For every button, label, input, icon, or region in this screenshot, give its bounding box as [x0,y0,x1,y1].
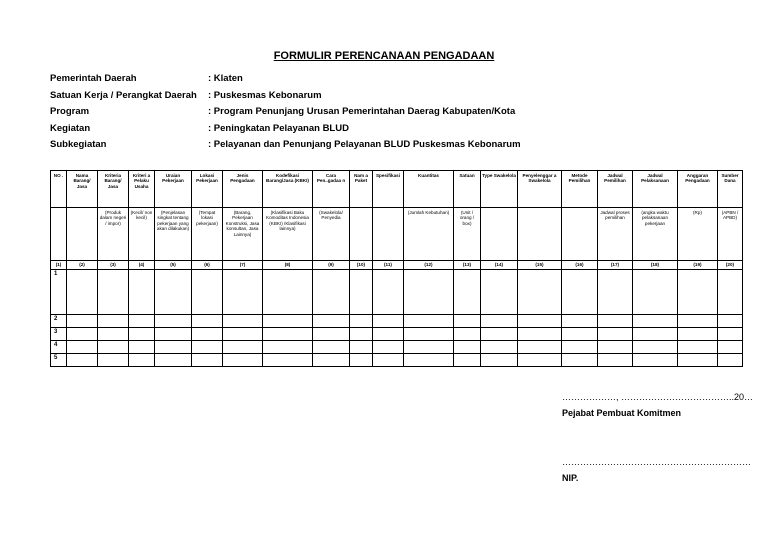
table-cell [718,315,743,328]
info-value: : Pelayanan dan Penunjang Pelayanan BLUD Puskesmas Kebonarum [208,139,521,150]
table-cell: (Jumlah Kebutuhan) [404,208,454,261]
table-cell: Kriteri a Pelaku Usaha [129,171,155,208]
info-row [50,123,521,140]
table-cell: Lokasi Pekerjaan [192,171,223,208]
table-cell [404,354,454,367]
table-cell [404,328,454,341]
table-cell: Spesifikasi [373,171,404,208]
table-cell [481,208,518,261]
table-cell [155,354,192,367]
table-cell [155,315,192,328]
table-cell: Kriteria Barang/ Jasa [98,171,129,208]
signature-date-line: ………………, ………………………………..20… [562,392,754,402]
info-value: : Puskesmas Kebonarum [208,89,322,101]
table-cell [518,315,562,328]
table-cell [67,341,98,354]
table-cell [678,270,718,315]
table-cell [350,354,373,367]
table-cell [404,341,454,354]
info-label: Pemerintah Daerah [50,73,137,84]
table-cell [373,208,404,261]
table-cell [313,341,350,354]
table-cell: (9) [313,261,350,270]
table-row [51,328,743,341]
signature-nip: NIP. [562,473,579,483]
table-cell: Kodefikasi Barang/Jasa (KBKI) [263,171,313,208]
table-cell: (17) [598,261,633,270]
table-cell: Sumber Dana [718,171,743,208]
table-cell [518,341,562,354]
table-cell: (4) [129,261,155,270]
table-cell [192,315,223,328]
table-cell: Type Swakelola [481,171,518,208]
table-cell [350,315,373,328]
table-cell: 4 [51,341,67,354]
table-cell [223,354,263,367]
table-cell [263,328,313,341]
table-cell [313,328,350,341]
table-cell [129,354,155,367]
table-cell [51,208,67,261]
table-column-number-row [51,261,743,270]
table-cell: (Tempat lokasi pekerjaan) [192,208,223,261]
table-cell [373,341,404,354]
table-cell [518,208,562,261]
table-cell: (12) [404,261,454,270]
table-cell [263,315,313,328]
signature-role: Pejabat Pembuat Komitmen [562,408,682,418]
info-block [50,73,521,156]
table-cell [155,270,192,315]
table-cell [155,341,192,354]
table-cell: (8) [263,261,313,270]
table-cell [562,315,598,328]
table-row [51,315,743,328]
info-value: : Peningkatan Pelayanan BLUD [208,122,349,134]
table-cell [98,341,129,354]
table-cell [67,315,98,328]
table-cell: 1 [51,270,67,315]
table-cell [313,354,350,367]
table-cell [562,354,598,367]
table-cell [67,208,98,261]
table-cell [518,328,562,341]
table-cell [129,315,155,328]
table-cell: (14) [481,261,518,270]
table-cell: Jadwal proses pemilihan [598,208,633,261]
table-cell [129,328,155,341]
table-description-row [51,208,743,261]
table-cell [718,328,743,341]
table-cell [454,270,481,315]
table-cell: (Rp) [678,208,718,261]
info-label: Subkegiatan [50,139,107,150]
table-cell [129,270,155,315]
table-cell [633,341,678,354]
table-cell: Uraian Pekerjaan [155,171,192,208]
table-cell [454,341,481,354]
table-cell [718,270,743,315]
table-cell [518,354,562,367]
table-cell [373,270,404,315]
table-cell: Jadwal Pemilihan [598,171,633,208]
table-cell [192,270,223,315]
info-label: Kegiatan [50,122,91,134]
table-cell: (6) [192,261,223,270]
info-row [50,90,521,107]
table-cell [518,270,562,315]
table-cell [192,328,223,341]
table-cell [481,341,518,354]
table-cell [404,315,454,328]
table-cell: (5) [155,261,192,270]
table-cell: 5 [51,354,67,367]
table-cell [598,341,633,354]
table-cell [350,270,373,315]
table-cell: (angka waktu pelaksanaan pekerjaan [633,208,678,261]
table-cell [598,354,633,367]
table-cell: Jenis Pengadaan [223,171,263,208]
table-cell: (18) [633,261,678,270]
table-cell: Nama Barang/ Jasa [67,171,98,208]
table-cell [263,354,313,367]
table-cell [373,354,404,367]
table-cell [481,270,518,315]
table-cell: Metode Pemilihan [562,171,598,208]
table-cell [67,328,98,341]
table-cell: Penyelenggar a Swakelola [518,171,562,208]
table-cell: (1) [51,261,67,270]
table-cell [562,341,598,354]
table-cell [223,315,263,328]
table-cell: (Penjelasan singkat tentang pekerjaan yang akan dilakukan) [155,208,192,261]
info-value: : Program Penunjang Urusan Pemerintahan Daerag Kabupaten/Kota [208,106,516,117]
table-cell [223,270,263,315]
table-cell [481,315,518,328]
table-cell [350,328,373,341]
table-cell: Nam a Paket [350,171,373,208]
table-cell: Satuan [454,171,481,208]
table-cell [67,354,98,367]
table-cell [98,270,129,315]
table-cell [67,270,98,315]
table-cell: (19) [678,261,718,270]
table-cell: (2) [67,261,98,270]
table-cell: (7) [223,261,263,270]
signature-name-line: ……………………………………………………… [562,457,751,467]
table-row [51,341,743,354]
table-cell [718,354,743,367]
table-cell [562,328,598,341]
table-cell [192,341,223,354]
table-cell [263,270,313,315]
table-row [51,270,743,315]
table-cell [350,208,373,261]
table-cell [404,270,454,315]
document-title: FORMULIR PERENCANAAN PENGADAAN [273,50,495,62]
table-cell: (15) [518,261,562,270]
procurement-table [50,170,743,367]
table-cell [454,315,481,328]
table-cell [98,328,129,341]
info-row [50,73,521,90]
table-cell: 3 [51,328,67,341]
table-cell [562,208,598,261]
table-cell [129,341,155,354]
table-cell [633,354,678,367]
table-cell [633,328,678,341]
table-cell: (Unit / orang / box) [454,208,481,261]
table-cell: (10) [350,261,373,270]
info-row [50,139,521,156]
table-cell: NO . [51,171,67,208]
table-cell [192,354,223,367]
table-cell [633,270,678,315]
info-row [50,106,521,123]
table-cell [454,328,481,341]
table-cell: (Produk dalam negeri / impor) [98,208,129,261]
table-cell: Kuantitas [404,171,454,208]
table-cell [481,354,518,367]
table-cell [678,354,718,367]
table-cell: (20) [718,261,743,270]
table-cell [155,328,192,341]
table-cell [263,341,313,354]
table-cell [373,315,404,328]
table-cell: (Kecil/ non kecil) [129,208,155,261]
table-cell [223,328,263,341]
table-cell: (APBN / APBD) [718,208,743,261]
table-cell [598,328,633,341]
table-cell [718,341,743,354]
table-cell [562,270,598,315]
table-cell [678,315,718,328]
table-cell [678,328,718,341]
table-cell [350,341,373,354]
table-cell [313,315,350,328]
info-label: Satuan Kerja / Perangkat Daerah [50,89,197,101]
table-cell [98,354,129,367]
table-cell [313,270,350,315]
table-cell: Cara Pen..gadaa n [313,171,350,208]
table-cell: (3) [98,261,129,270]
table-cell: (Klasifikasi Baku Komoditas Indonesia (KBKI) /Klasifikasi lainnya) [263,208,313,261]
table-cell: (Barang, Pekerjaan Konstruksi, Jasa konsultan, Jasa Lainnya) [223,208,263,261]
table-cell: (11) [373,261,404,270]
info-label: Program [50,106,90,117]
table-header-row [51,171,743,208]
table-cell: 2 [51,315,67,328]
table-cell [223,341,263,354]
table-cell: Jadwal Pelaksanaan [633,171,678,208]
table-cell [598,270,633,315]
table-cell: (13) [454,261,481,270]
table-cell [598,315,633,328]
table-cell [98,315,129,328]
table-cell [373,328,404,341]
table-row [51,354,743,367]
table-cell: Anggaran Pengadaan [678,171,718,208]
table-cell: (16) [562,261,598,270]
table-cell [481,328,518,341]
info-value: : Klaten [208,73,243,84]
table-cell [678,341,718,354]
table-cell [633,315,678,328]
table-cell: (Swakelola/ Penyedia [313,208,350,261]
table-cell [454,354,481,367]
